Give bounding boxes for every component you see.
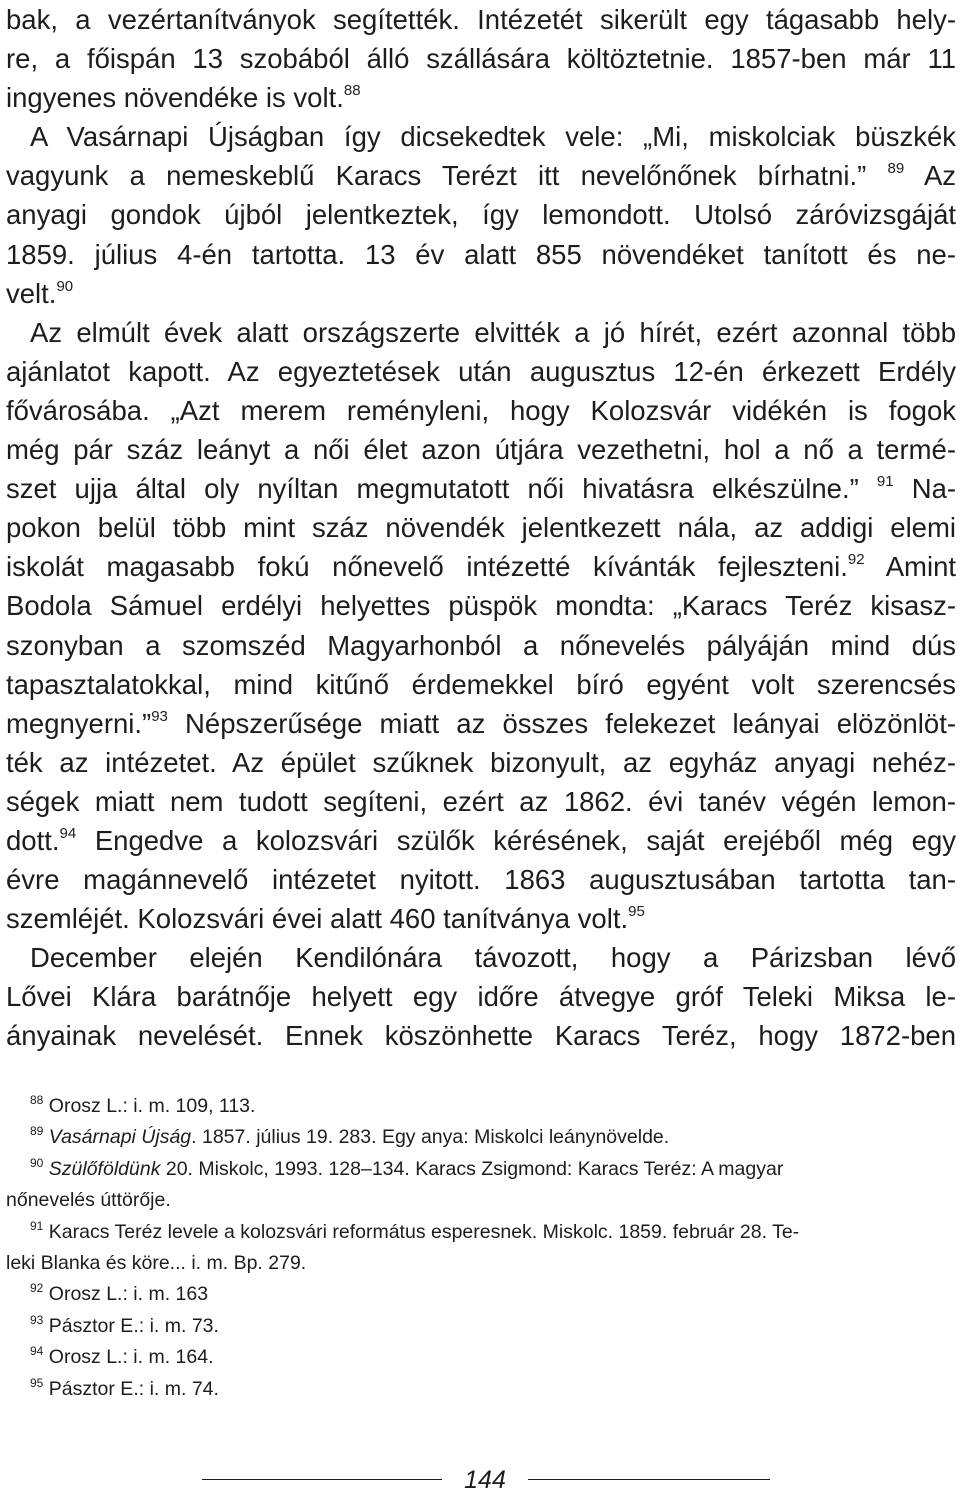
footnote-91-continued: leki Blanka és köre... i. m. Bp. 279.	[6, 1251, 307, 1274]
text-line: ányainak nevelését. Ennek köszönhette Karacs Teréz, hogy 1872-ben	[6, 1020, 956, 1052]
footnote-source-title: Szülőföldünk	[48, 1157, 161, 1180]
text-segment: ingyenes növendéke is volt.	[6, 82, 344, 114]
text-line: A Vasárnapi Újságban így dicsekedtek vele: „Mi, miskolciak büszkék	[30, 121, 956, 153]
text-line	[6, 547, 956, 586]
text-line	[6, 899, 956, 938]
text-line: ségek miatt nem tudott segíteni, ezért az 1862. évi tanév végén lemon-	[6, 785, 956, 817]
footnote-ref-95[interactable]: 95	[628, 903, 645, 921]
footnote-number: 92	[30, 1281, 44, 1296]
text-line: fővárosába. „Azt merem reményleni, hogy Kolozsvár vidékén is fogok	[6, 394, 956, 426]
footnote-ref-93[interactable]: 93	[151, 707, 168, 725]
text-segment: velt.	[6, 277, 57, 309]
footnote-95	[6, 1374, 956, 1405]
text-segment: $^{89}$ Az	[887, 160, 957, 192]
text-line: ték az intézetet. Az épület szűknek bizonyult, az egyház anyagi nehéz-	[6, 746, 956, 778]
footer-rule-right	[528, 1479, 770, 1480]
text-line: anyagi gondok újból jelentkeztek, így lemondott. Utolsó záróvizsgáját	[6, 199, 956, 231]
footnote-92	[6, 1279, 956, 1310]
footnote-text: Karacs Teréz levele a kolozsvári református esperesnek. Miskolc. 1859. február 28. Te-	[48, 1220, 800, 1243]
text-line: tapasztalatokkal, mind kitűnő érdemekkel bíró egyént volt szerencsés	[6, 668, 956, 700]
text-line: még pár száz leányt a női élet azon útjára vezethetni, hol a nő a termé-	[6, 434, 956, 466]
text-line: ajánlatot kapott. Az egyeztetések után augusztus 12-én érkezett Erdély	[6, 355, 956, 387]
footnotes	[6, 1091, 956, 1405]
text-line	[6, 469, 956, 508]
footnote-text: Pásztor E.: i. m. 73.	[48, 1314, 219, 1337]
page-number: 144	[464, 1466, 506, 1494]
footnote-93	[6, 1311, 956, 1342]
footnote-text: 20. Miskolc, 1993. 128–134. Karacs Zsigmond: Karacs Teréz: A magyar	[160, 1157, 784, 1180]
footnote-ref-91[interactable]: 91	[876, 473, 894, 491]
text-line: December elején Kendilónára távozott, hogy a Párizsban lévő	[30, 942, 956, 974]
text-segment: Népszerűsége miatt az összes felekezet leányai elözönlöt-	[185, 707, 956, 739]
footnote-text: Orosz L.: i. m. 163	[48, 1283, 209, 1306]
text-segment: vagyunk a nemeskeblű Karacs Terézt itt nevelőnőnek bírhatni.”	[6, 160, 867, 192]
footnote-number: 88	[30, 1093, 44, 1107]
text-segment: Engedve a kolozsvári szülők kérésének, saját erejéből még egy	[94, 824, 956, 856]
footnote-source-title: Vasárnapi Újság	[48, 1126, 192, 1149]
footnote-ref-94[interactable]: 94	[59, 824, 77, 842]
footnote-88	[6, 1091, 956, 1122]
text-segment: dott.$^{94}$	[6, 824, 77, 856]
footnote-text: Orosz L.: i. m. 109, 113.	[48, 1095, 256, 1117]
footnote-number: 93	[30, 1312, 44, 1327]
footnote-text: Orosz L.: i. m. 164.	[48, 1346, 214, 1369]
text-line: Lővei Klára barátnője helyett egy időre átvegye gróf Teleki Miksa le-	[6, 981, 956, 1013]
text-segment: $^{91}$ Na-	[876, 473, 957, 505]
footnote-number: 95	[30, 1375, 44, 1390]
footnote-text: . 1857. július 19. 283. Egy anya: Miskolci leánynövelde.	[191, 1126, 670, 1149]
footnote-90-continued: nőnevelés úttörője.	[6, 1189, 171, 1212]
text-line	[6, 704, 956, 743]
footnote-number: 89	[30, 1124, 44, 1139]
text-segment: megnyerni.”$^{93}$	[6, 707, 168, 739]
text-segment: szemléjét. Kolozsvári évei alatt 460 tanítványa volt.	[6, 903, 629, 935]
text-line: pokon belül több mint száz növendék jelentkezett nála, az addigi elemi	[6, 512, 956, 544]
text-line: 1859. július 4-én tartotta. 13 év alatt 855 növendéket tanított és ne-	[6, 238, 956, 270]
footnote-91	[6, 1217, 956, 1248]
footnote-ref-90[interactable]: 90	[56, 277, 74, 295]
text-segment: Amint	[885, 551, 956, 583]
page-footer	[6, 1465, 956, 1505]
footnote-text: Pásztor E.: i. m. 74.	[48, 1377, 219, 1400]
text-line: re, a főispán 13 szobából álló szállására költöztetnie. 1857-ben már 11	[6, 43, 956, 75]
footnote-number: 90	[30, 1155, 44, 1170]
text-line: Bodola Sámuel erdélyi helyettes püspök mondta: „Karacs Teréz kisasz-	[6, 590, 956, 622]
footnote-94	[6, 1342, 956, 1373]
text-line	[6, 821, 956, 860]
text-line: évre magánnevelő intézetet nyitott. 1863 augusztusában tartotta tan-	[6, 864, 956, 896]
footer-rule-left	[202, 1479, 442, 1480]
text-line: bak, a vezértanítványok segítették. Intézetét sikerült egy tágasabb hely-	[6, 4, 956, 35]
footnote-ref-88[interactable]: 88	[343, 82, 361, 100]
text-line	[6, 274, 956, 313]
footnote-number: 91	[30, 1218, 44, 1233]
footnote-90	[6, 1154, 956, 1185]
text-line: szonyban a szomszéd Magyarhonból a nőnevelés pályáján mind dús	[6, 629, 956, 661]
footnote-number: 94	[30, 1344, 44, 1359]
text-segment: iskolát magasabb fokú nőnevelő intézetté kívánták fejleszteni.$^{92}$	[6, 551, 865, 583]
text-segment: szet ujja által oly nyíltan megmutatott női hivatásra elkészülne.”	[6, 473, 859, 505]
footnote-89	[6, 1122, 956, 1153]
footnote-ref-92[interactable]: 92	[847, 551, 865, 569]
text-line	[6, 78, 956, 117]
body-text	[6, 0, 956, 1056]
text-line	[6, 156, 956, 195]
footnote-ref-89[interactable]: 89	[887, 160, 905, 178]
text-line: Az elmúlt évek alatt országszerte elvitték a jó hírét, ezért azonnal több	[30, 316, 956, 348]
